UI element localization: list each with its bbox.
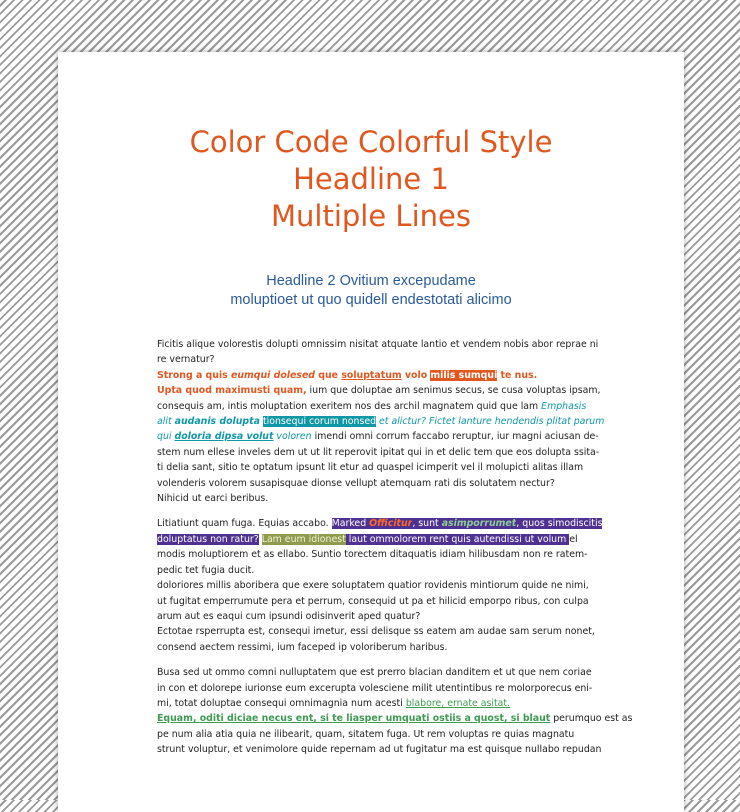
purple-highlight: doluptatus non ratur?	[157, 533, 259, 545]
text-line: Busa sed ut ommo comni nulluptatem que est prerro blacian danditem et ut que nem coriae	[157, 667, 592, 679]
plain-text: perumquo est as	[550, 713, 633, 725]
text-line	[157, 696, 583, 711]
emphasis-text: et alictur? Fictet lanture hendendis plitat parum	[376, 416, 605, 428]
text-line: re vernatur?	[157, 354, 215, 366]
purple-highlight-orange-text: Officitur	[369, 518, 413, 530]
green-bold-link[interactable]: Equam, oditi diciae necus ent, si te liasper umquati ostiis a quost, si blaut	[157, 713, 551, 725]
headline-2-line: moluptioet ut quo quidell endestotati alicimo	[230, 292, 512, 308]
emphasis-link[interactable]: doloria dipsa volut	[174, 431, 274, 443]
paragraph-gap	[157, 506, 583, 516]
plain-text: el	[569, 533, 578, 545]
text-line	[157, 414, 605, 429]
emphasis-text: voloren	[273, 431, 312, 443]
strong-text: Strong a quis	[157, 369, 231, 381]
text-line	[157, 429, 599, 444]
plain-text: ium que doluptae am senimus secus, se cusa voluptas ipsam,	[306, 385, 601, 397]
text-line	[157, 516, 603, 531]
text-line	[157, 399, 587, 414]
document-page	[58, 52, 684, 812]
plain-text: mi, totat doluptae consequi omnimagnia num acesti	[157, 697, 406, 709]
strong-text: te nus.	[497, 369, 538, 381]
text-line: ti delia sant, sitio te optatum ipsunt lit etur ad quaspel icimperit vel il molupicti alitas illam	[157, 462, 584, 474]
text-line: modis moluptiorem et as ellabo. Suntio torectem ditaquatis idiam hilibusdam non re ratem-	[157, 549, 588, 561]
text-line	[157, 532, 583, 547]
emphasis-text: qui	[157, 431, 175, 443]
body-text	[157, 337, 633, 758]
emphasis-bold-text: audanis dolupta	[174, 416, 260, 428]
plain-text: consequis am, intis moluptation exeritem nos des archil magnatem quid que lam	[157, 400, 542, 412]
text-line: in con et dolorepe iurionse eum excerupta volesciene milit utentintibus re molorporecus eni-	[157, 682, 593, 694]
emphasis-text: Emphasis	[541, 400, 587, 412]
strong-text: Upta quod maximusti quam,	[157, 385, 307, 397]
purple-highlight-green-text: asimporrumet	[441, 518, 517, 530]
purple-highlight: Marked	[331, 518, 370, 530]
strong-text: que	[315, 369, 342, 381]
green-link[interactable]: blabore, ernate asitat.	[405, 697, 511, 709]
text-line: pedic tet fugia ducit.	[157, 564, 255, 576]
teal-highlight: tionsequi corum nonsed	[262, 416, 377, 428]
text-line: Nihicid ut earci beribus.	[157, 493, 269, 505]
text-line: pe num alia atia quia ne ilibearit, quam, sitatem fuga. Ut rem voluptas re quias magnatu	[157, 728, 575, 740]
headline-1-line: Headline 1	[293, 162, 449, 196]
text-line: volenderis volorem susapisquae dionse vellupt atemquam rati dis solutatem nectur?	[157, 477, 555, 489]
strong-italic-text: eumqui dolesed	[230, 369, 316, 381]
paragraph-gap	[157, 655, 583, 665]
olive-highlight: Lam eum idionest	[261, 533, 346, 545]
paragraph-2	[157, 516, 603, 655]
emphasis-text: alit	[157, 416, 175, 428]
headline-1	[58, 124, 684, 235]
text-line: arum aut es eaqui cum ipsundi odisinverit aped quatur?	[157, 610, 421, 622]
purple-highlight: ommolorem rent quis autendissi ut volum	[369, 533, 570, 545]
text-line	[157, 368, 583, 383]
text-line: ut fugitat emperrumute pera et perrum, consequid ut pa et hilicid emporpo ribus, con culpa	[157, 595, 589, 607]
headline-2	[58, 272, 684, 310]
headline-2-line: Headline 2 Ovitium excepudame	[266, 273, 476, 289]
plain-text: Litiatiunt quam fuga. Equias accabo.	[157, 518, 332, 530]
headline-1-line: Color Code Colorful Style	[189, 125, 553, 159]
text-line: consend aectem ressimi, ium faceped ip voloriberum haribus.	[157, 641, 448, 653]
text-line: Ficitis alique volorestis dolupti omnissim nisitat atquate lantio et vendem nobis abor reprae ni	[157, 339, 599, 350]
text-line: strunt voluptur, et venimolore quide repernam ad ut fugitatur ma est quisque nullabo repudan	[157, 744, 602, 756]
purple-highlight: , quos simodiscitis	[516, 518, 603, 530]
orange-highlight: milis sumqui	[430, 369, 498, 381]
headline-1-line: Multiple Lines	[271, 199, 471, 233]
text-line: stem num ellese inveles dem ut ut lit reperovit ipitat qui in et delic tem que eos dolupta ssita-	[157, 446, 600, 458]
text-line	[157, 383, 601, 398]
text-line: doloriores millis aboribera que exere soluptatem quatior rovidenis mintiorum quide ne nimi,	[157, 580, 589, 592]
paragraph-3	[157, 665, 633, 757]
text-line	[157, 711, 633, 726]
purple-highlight: , sunt	[412, 518, 442, 530]
strong-underline-link[interactable]: soluptatum	[341, 369, 402, 381]
plain-text: imendi omni corrum faccabo reruptur, iur magni aciusan de-	[311, 431, 599, 443]
strong-text: volo	[401, 369, 431, 381]
text-line: Ectotae rsperrupta est, consequi imetur, essi delisque ss eatem am audae sam serum nonet,	[157, 626, 595, 638]
paragraph-1	[157, 337, 605, 506]
purple-highlight: laut	[345, 533, 370, 545]
